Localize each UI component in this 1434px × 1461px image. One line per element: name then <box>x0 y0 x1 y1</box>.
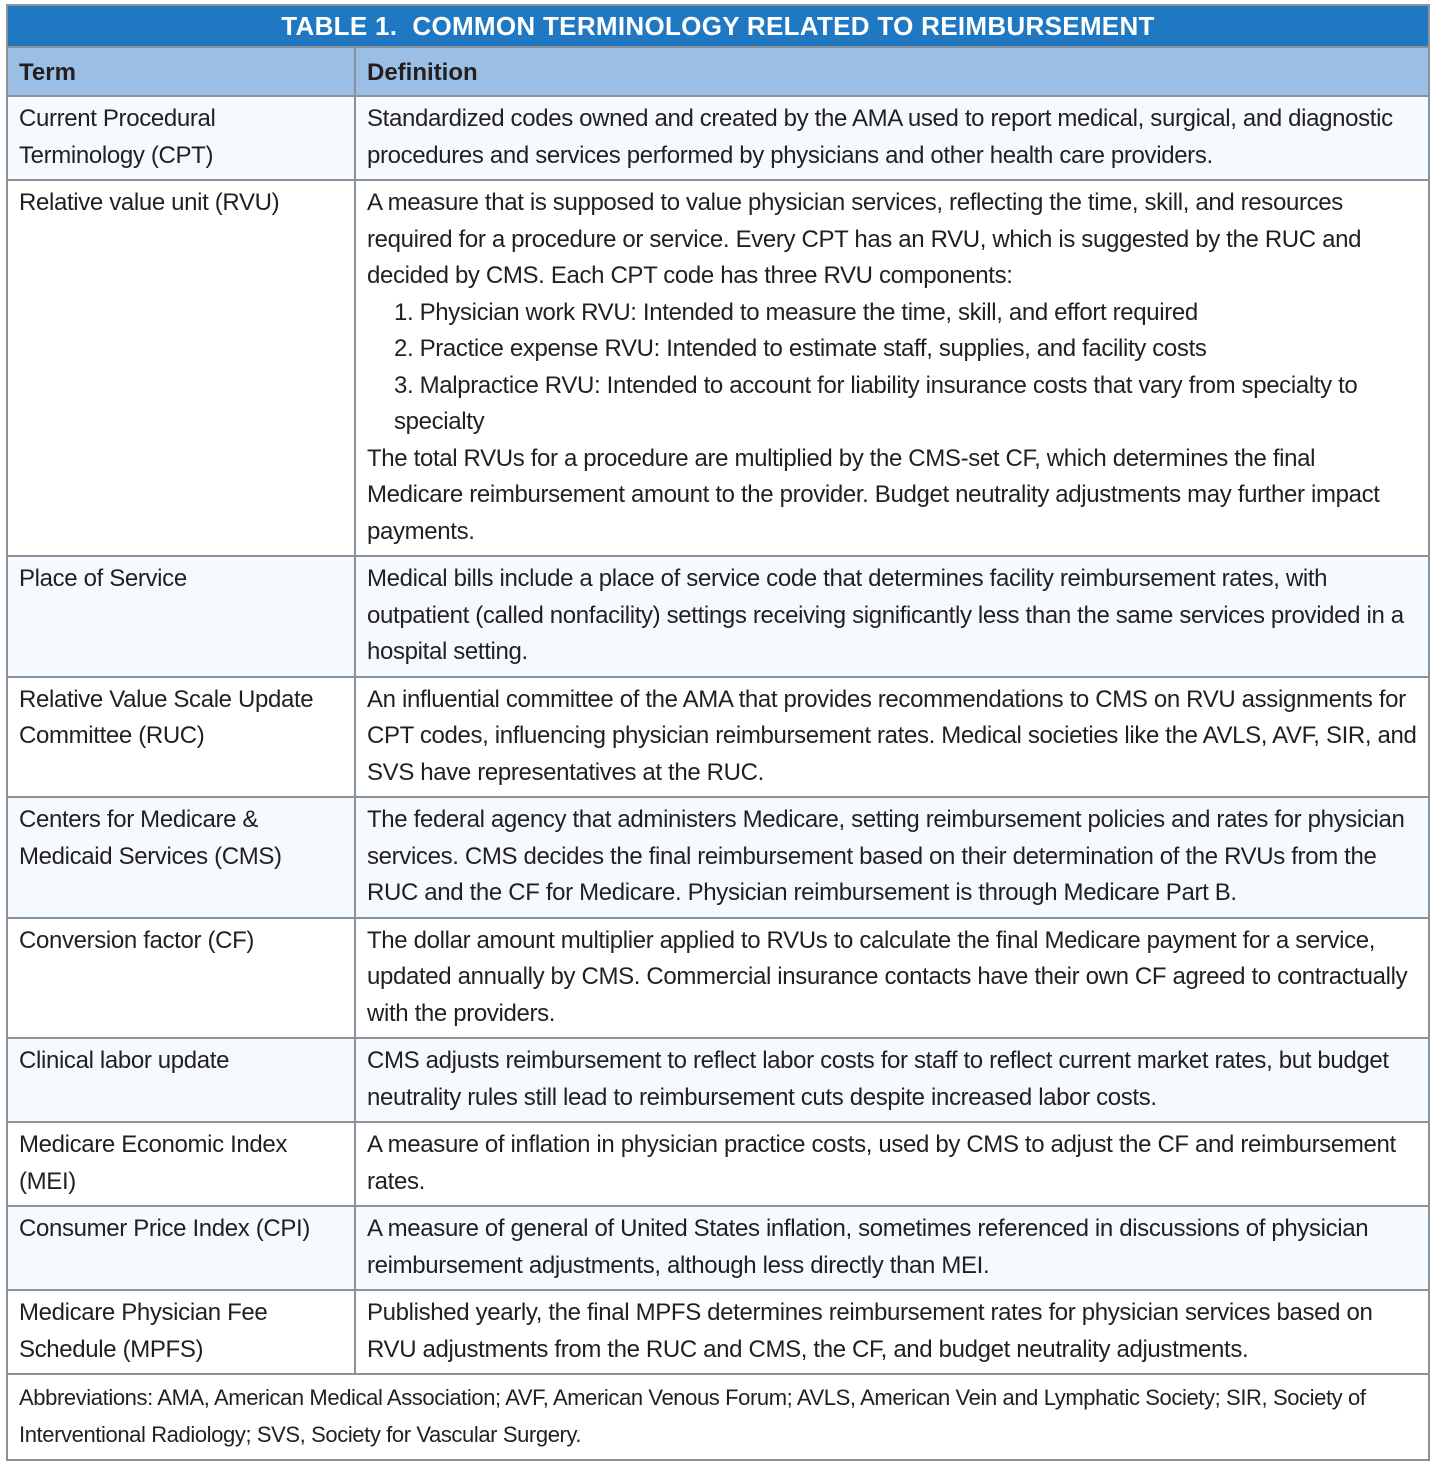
definition-cell: Medical bills include a place of service code that determines facility reimbursement rates, with outpatient (called nonfacility) settings receiving significantly less than the same services provided in a hospital setting. <box>355 556 1428 677</box>
term-cell: Clinical labor update <box>8 1038 355 1122</box>
table-row <box>8 556 1428 677</box>
definition-cell: Published yearly, the final MPFS determines reimbursement rates for physician services based on RVU adjustments from the RUC and CMS, the CF, and budget neutrality adjustments. <box>355 1290 1428 1374</box>
term-cell: Place of Service <box>8 556 355 677</box>
definition-cell <box>355 180 1428 556</box>
table-row <box>8 1290 1428 1374</box>
terminology-table <box>6 4 1430 1461</box>
header-row <box>8 48 1428 96</box>
table-row <box>8 677 1428 798</box>
term-cell: Medicare Physician Fee Schedule (MPFS) <box>8 1290 355 1374</box>
term-column-header: Term <box>8 48 355 96</box>
term-cell: Conversion factor (CF) <box>8 918 355 1039</box>
terminology-grid <box>8 48 1428 1375</box>
table-row <box>8 1122 1428 1206</box>
table-row <box>8 1206 1428 1290</box>
definition-intro: A measure that is supposed to value physician services, reflecting the time, skill, and resources required for a procedure or service. Every CPT has an RVU, which is suggested by the RUC and decided by CMS. Each CPT code has three RVU components: <box>367 189 1362 289</box>
list-item: 3. Malpractice RVU: Intended to account for liability insurance costs that vary from specialty to specialty <box>394 371 1358 435</box>
definition-cell: Standardized codes owned and created by the AMA used to report medical, surgical, and diagnostic procedures and services performed by physicians and other health care providers. <box>355 96 1428 180</box>
term-cell: Relative value unit (RVU) <box>8 180 355 556</box>
term-cell: Consumer Price Index (CPI) <box>8 1206 355 1290</box>
rvu-components-list <box>367 295 1417 441</box>
table-row <box>8 96 1428 180</box>
definition-outro: The total RVUs for a procedure are multiplied by the CMS-set CF, which determines the final Medicare reimbursement amount to the provider. Budget neutrality adjustments may further impact payments. <box>367 444 1380 545</box>
term-cell: Relative Value Scale Update Committee (RUC) <box>8 677 355 798</box>
definition-cell: A measure of general of United States inflation, sometimes referenced in discussions of physician reimbursement adjustments, although less directly than MEI. <box>355 1206 1428 1290</box>
table-row <box>8 180 1428 556</box>
definition-cell: A measure of inflation in physician practice costs, used by CMS to adjust the CF and reimbursement rates. <box>355 1122 1428 1206</box>
abbreviations-footnote: Abbreviations: AMA, American Medical Association; AVF, American Venous Forum; AVLS, American Vein and Lymphatic Society; SIR, Society of Interventional Radiology; SVS, Society for Vascular Surgery. <box>8 1375 1428 1459</box>
definition-cell: The dollar amount multiplier applied to RVUs to calculate the final Medicare payment for a service, updated annually by CMS. Commercial insurance contacts have their own CF agreed to contractually with the providers. <box>355 918 1428 1039</box>
table-row <box>8 797 1428 918</box>
table-row <box>8 1038 1428 1122</box>
term-cell: Medicare Economic Index (MEI) <box>8 1122 355 1206</box>
list-item: 2. Practice expense RVU: Intended to estimate staff, supplies, and facility costs <box>394 335 1207 362</box>
table-row <box>8 918 1428 1039</box>
definition-cell: An influential committee of the AMA that provides recommendations to CMS on RVU assignments for CPT codes, influencing physician reimbursement rates. Medical societies like the AVLS, AVF, SIR, and SVS have representatives at the RUC. <box>355 677 1428 798</box>
definition-cell: CMS adjusts reimbursement to reflect labor costs for staff to reflect current market rates, but budget neutrality rules still lead to reimbursement cuts despite increased labor costs. <box>355 1038 1428 1122</box>
table-title: TABLE 1. COMMON TERMINOLOGY RELATED TO REIMBURSEMENT <box>8 6 1428 48</box>
definition-cell: The federal agency that administers Medicare, setting reimbursement policies and rates for physician services. CMS decides the final reimbursement based on their determination of the RVUs from the RUC and the CF for Medicare. Physician reimbursement is through Medicare Part B. <box>355 797 1428 918</box>
term-cell: Current Procedural Terminology (CPT) <box>8 96 355 180</box>
definition-column-header: Definition <box>355 48 1428 96</box>
list-item: 1. Physician work RVU: Intended to measure the time, skill, and effort required <box>394 298 1198 326</box>
term-cell: Centers for Medicare & Medicaid Services (CMS) <box>8 797 355 918</box>
